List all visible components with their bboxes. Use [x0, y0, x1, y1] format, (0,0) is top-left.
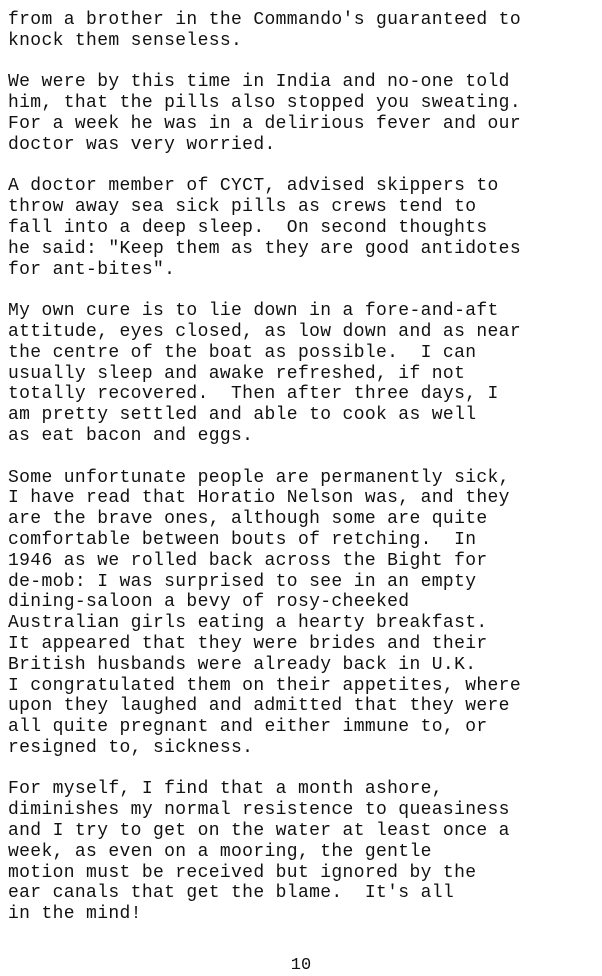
text-line: I have read that Horatio Nelson was, and they	[8, 488, 510, 509]
page-number: 10	[290, 956, 312, 975]
text-line: Some unfortunate people are permanently sick,	[8, 467, 510, 488]
paragraph-1	[8, 10, 598, 52]
text-line: upon they laughed and admitted that they were	[8, 696, 510, 717]
text-line: diminishes my normal resistence to queasiness	[8, 800, 510, 821]
paragraph-2	[8, 72, 598, 155]
text-line: the centre of the boat as possible. I can	[8, 342, 477, 363]
paragraph-5	[8, 468, 598, 759]
text-line: dining-saloon a bevy of rosy-cheeked	[8, 592, 410, 613]
text-line: It appeared that they were brides and their	[8, 633, 488, 654]
text-line: are the brave ones, although some are quite	[8, 509, 488, 530]
text-line: usually sleep and awake refreshed, if not	[8, 363, 466, 384]
text-line: from a brother in the Commando's guaranteed to	[8, 10, 521, 30]
text-line: doctor was very worried.	[8, 134, 276, 155]
text-line: A doctor member of CYCT, advised skippers to	[8, 176, 499, 197]
text-line: resigned to, sickness.	[8, 737, 254, 758]
text-line: knock them senseless.	[8, 30, 243, 51]
text-line: For a week he was in a delirious fever and our	[8, 113, 521, 134]
text-line: in the mind!	[8, 904, 142, 925]
text-line: I congratulated them on their appetites, where	[8, 675, 521, 696]
text-line: My own cure is to lie down in a fore-and-aft	[8, 301, 499, 322]
text-line: all quite pregnant and either immune to, or	[8, 717, 488, 738]
text-line: him, that the pills also stopped you sweating.	[8, 93, 521, 114]
text-line: and I try to get on the water at least once a	[8, 821, 510, 842]
text-line: fall into a deep sleep. On second thoughts	[8, 217, 488, 238]
text-line: attitude, eyes closed, as low down and as near	[8, 321, 521, 342]
text-line: week, as even on a mooring, the gentle	[8, 841, 432, 862]
text-line: totally recovered. Then after three days, I	[8, 384, 499, 405]
text-line: ear canals that get the blame. It's all	[8, 883, 455, 904]
text-line: as eat bacon and eggs.	[8, 425, 254, 446]
text-line: Australian girls eating a hearty breakfast.	[8, 613, 488, 634]
body-text	[8, 10, 598, 946]
paragraph-3	[8, 176, 598, 280]
text-line: am pretty settled and able to cook as well	[8, 405, 477, 426]
text-line: motion must be received but ignored by the	[8, 862, 477, 883]
text-line: for ant-bites".	[8, 259, 176, 280]
text-line: de-mob: I was surprised to see in an empty	[8, 571, 477, 592]
paragraph-6	[8, 779, 598, 925]
paragraph-4	[8, 301, 598, 447]
text-line: For myself, I find that a month ashore,	[8, 779, 443, 800]
text-line: comfortable between bouts of retching. In	[8, 529, 477, 550]
text-line: We were by this time in India and no-one told	[8, 72, 510, 93]
text-line: he said: "Keep them as they are good antidotes	[8, 238, 521, 259]
text-line: throw away sea sick pills as crews tend to	[8, 197, 477, 218]
text-line: British husbands were already back in U.K.	[8, 654, 477, 675]
text-line: 1946 as we rolled back across the Bight for	[8, 550, 488, 571]
